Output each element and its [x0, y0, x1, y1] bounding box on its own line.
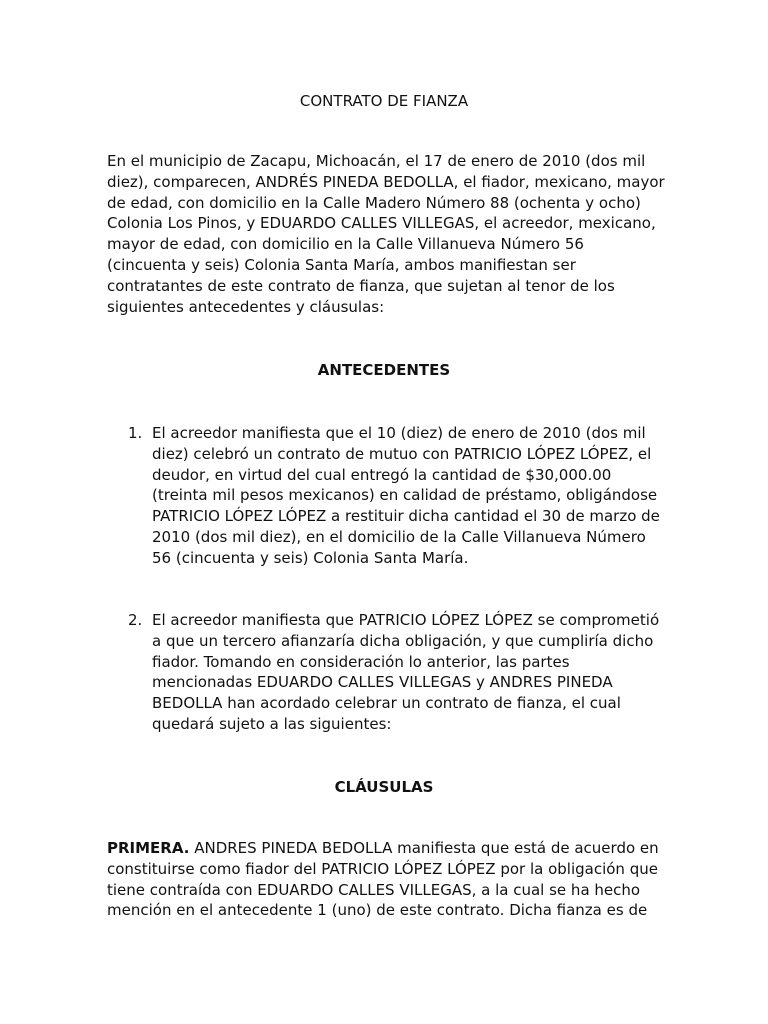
antecedente-text: El acreedor manifiesta que el 10 (diez) de enero de 2010 (dos mil diez) celebró un contrato de mutuo con PATRICIO LÓPEZ LÓPEZ, el deudor, en virtud del cual entregó la cantidad de $30,000.00 (treinta mil pesos mexicanos) en calidad de préstamo, obligándose PATRICIO LÓPEZ LÓPEZ a restituir dicha cantidad el 30 de marzo de 2010 (dos mil diez), en el domicilio de la Calle Villanueva Número 56 (cincuenta y seis) Colonia Santa María.	[152, 424, 660, 567]
antecedente-text: El acreedor manifiesta que PATRICIO LÓPEZ LÓPEZ se comprometió a que un tercero afianzaría dicha obligación, y que cumpliría dicho fiador. Tomando en consideración lo anterior, las partes mencionadas EDUARDO CALLES VILLEGAS y ANDRES PINEDA BEDOLLA han acordado celebrar un contrato de fianza, el cual quedará sujeto a las siguientes:	[152, 611, 660, 733]
antecedentes-heading: ANTECEDENTES	[317, 361, 451, 379]
clausulas-heading: CLÁUSULAS	[334, 778, 434, 796]
antecedente-item-2	[107, 610, 667, 735]
antecedente-number: 1.	[128, 424, 143, 442]
clausula-label: PRIMERA.	[107, 839, 190, 857]
antecedente-item-1	[107, 423, 667, 569]
antecedente-number: 2.	[128, 611, 143, 629]
intro-paragraph: En el municipio de Zacapu, Michoacán, el 17 de enero de 2010 (dos mil diez), comparecen, ANDRÉS PINEDA BEDOLLA, el fiador, mexicano, mayor de edad, con domicilio en la Calle Madero Número 88 (ochenta y ocho) Colonia Los Pinos, y EDUARDO CALLES VILLEGAS, el acreedor, mexicano, mayor de edad, con domicilio en la Calle Villanueva Número 56 (cincuenta y seis) Colonia Santa María, ambos manifiestan ser contratantes de este contrato de fianza, que sujetan al tenor de los siguientes antecedentes y cláusulas:	[107, 152, 665, 316]
clausula-primera	[107, 838, 667, 921]
clausula-text: ANDRES PINEDA BEDOLLA manifiesta que está de acuerdo en constituirse como fiador del PATRICIO LÓPEZ LÓPEZ por la obligación que tiene contraída con EDUARDO CALLES VILLEGAS, a la cual se ha hecho mención en el antecedente 1 (uno) de este contrato. Dicha fianza es de	[107, 839, 659, 920]
document-title: CONTRATO DE FIANZA	[299, 92, 469, 110]
